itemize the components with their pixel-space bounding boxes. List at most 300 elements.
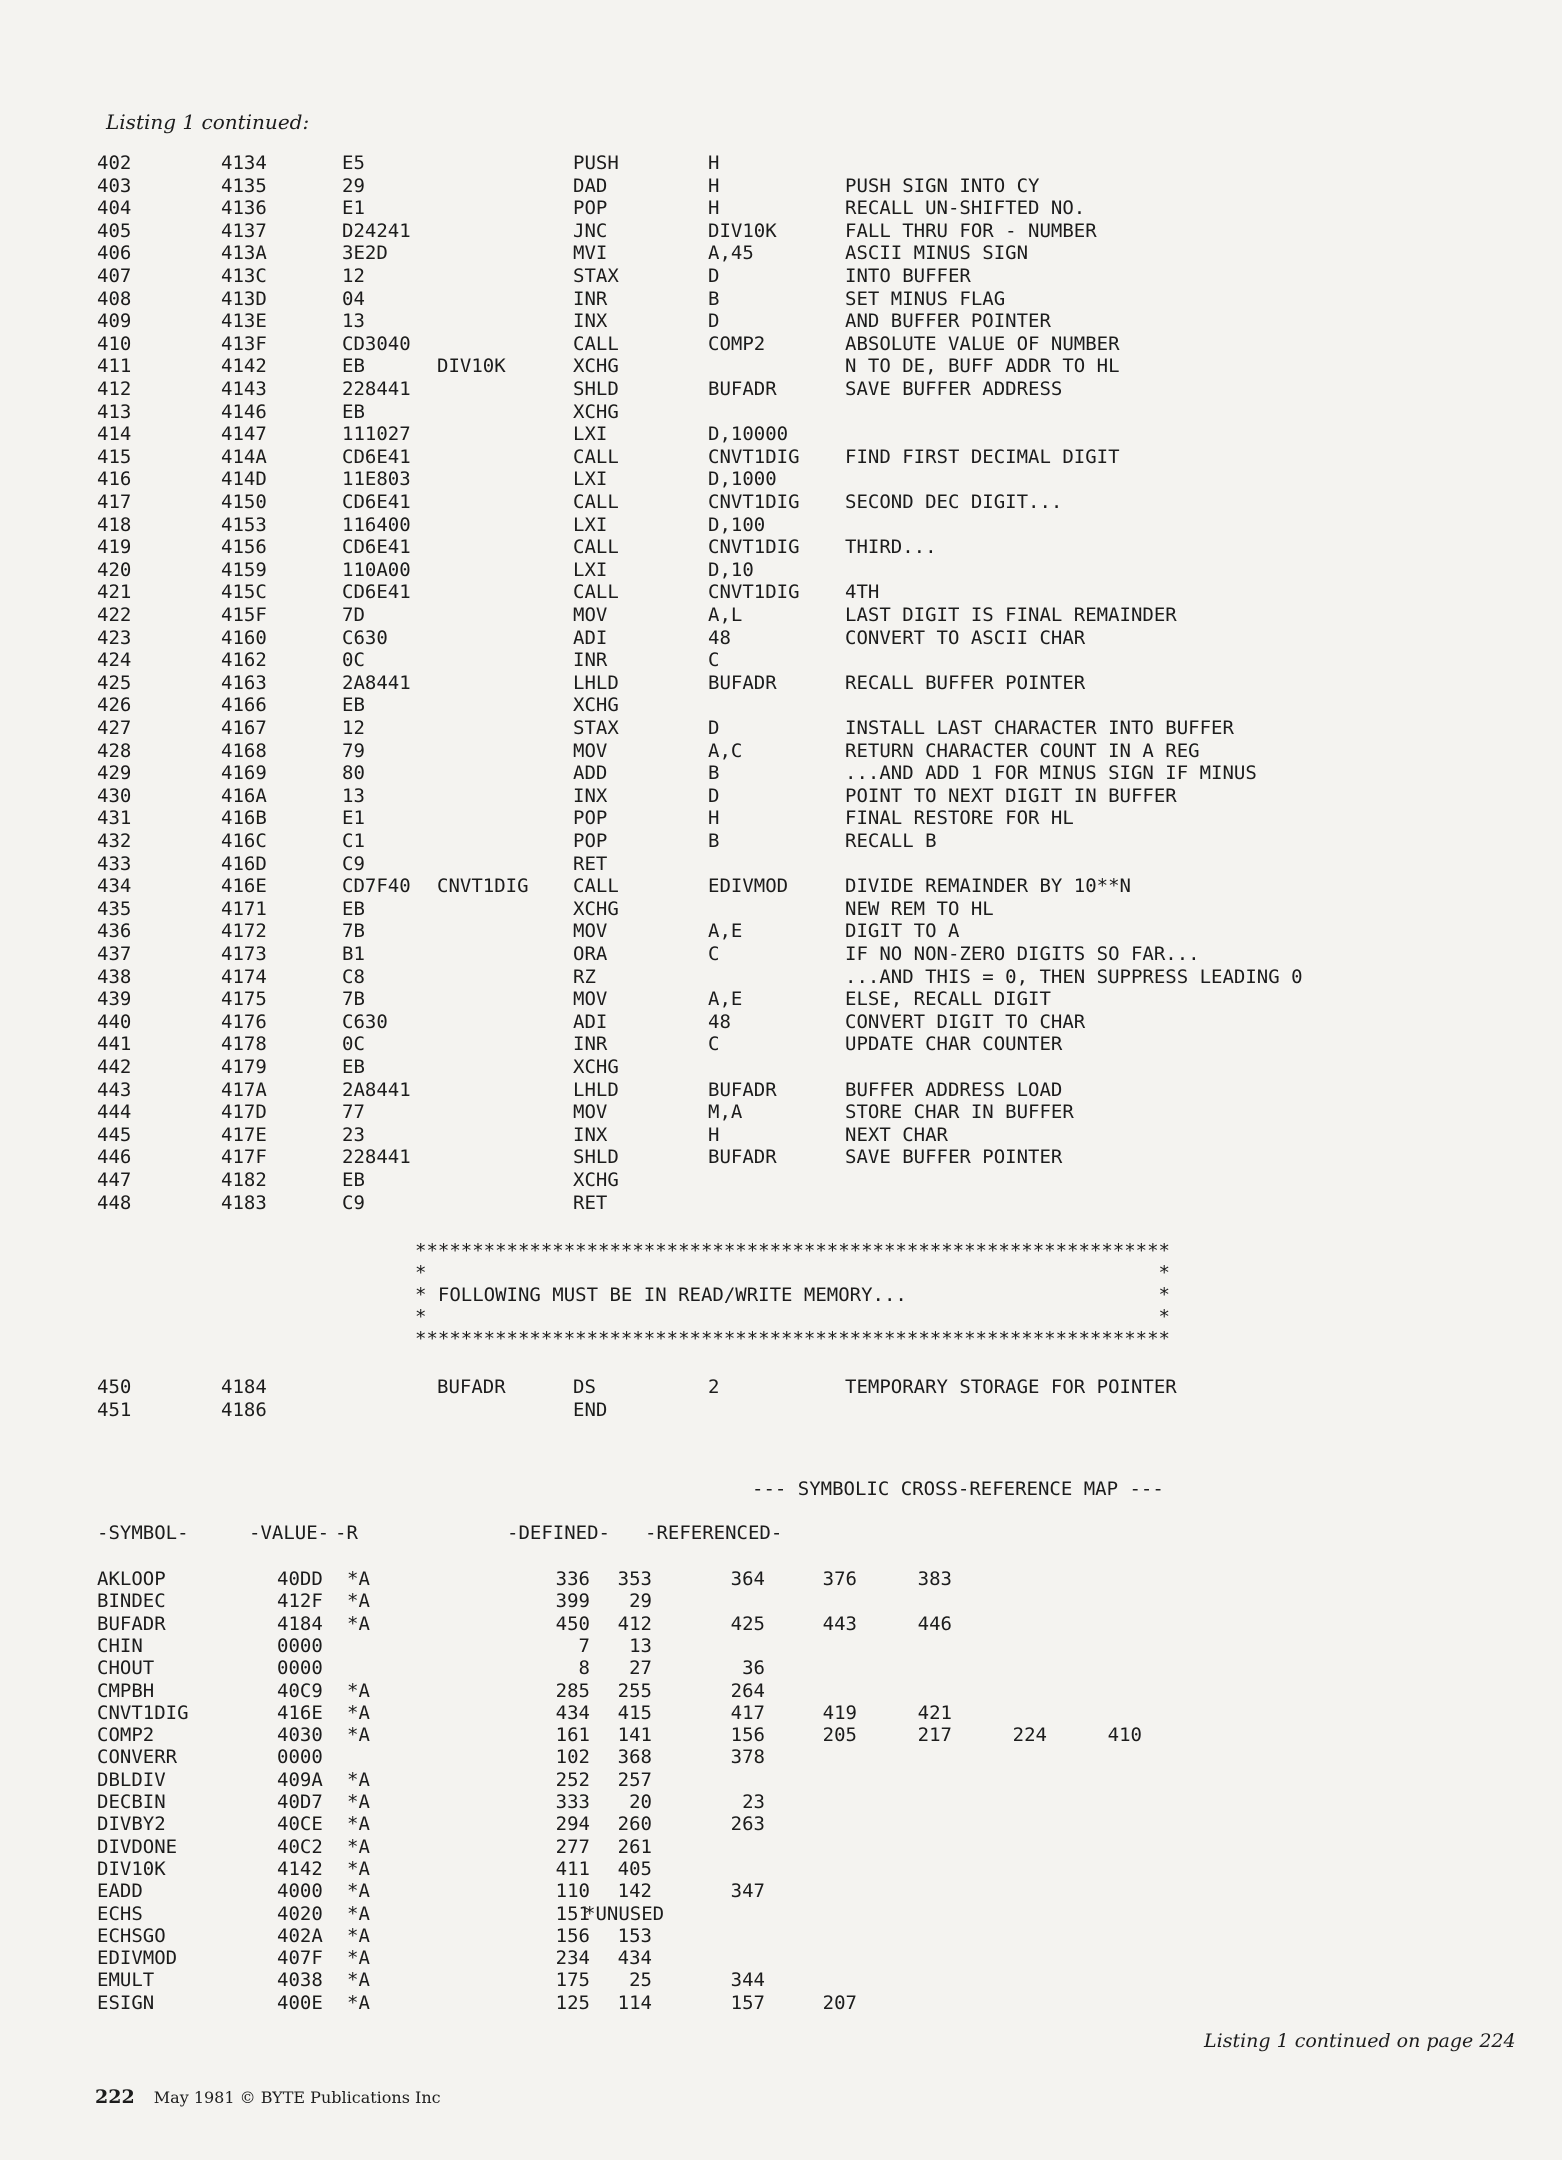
object-code: 228441 [342,378,411,400]
address: 414A [221,445,267,468]
address: 4137 [221,219,267,242]
address: 4147 [221,423,267,446]
operand: M,A [708,1101,743,1124]
line-number: 433 [97,852,132,875]
xref-reference: 141 [617,1724,652,1747]
opcode: ORA [573,943,608,965]
comment: PUSH SIGN INTO CY [845,174,1040,197]
xref-defined: 285 [555,1679,590,1702]
xref-reference: *UNUSED [584,1902,665,1925]
xref-value: 40DD [277,1568,323,1590]
opcode: JNC [573,219,608,242]
xref-relocation: *A [347,1612,370,1635]
object-code: EB [342,1169,365,1191]
xref-symbol: ECHSGO [97,1924,166,1947]
xref-reference: 257 [617,1768,652,1791]
opcode: XCHG [573,400,619,423]
comment: NEW REM TO HL [845,897,994,920]
line-number: 451 [97,1398,132,1421]
opcode: DAD [573,174,608,197]
xref-relocation: *A [347,1791,370,1813]
xref-symbol: CHOUT [97,1657,155,1680]
operand: A,E [708,988,743,1011]
operand: BUFADR [708,378,777,400]
comment: SAVE BUFFER ADDRESS [845,378,1063,400]
xref-reference: 207 [822,1991,857,2014]
object-code: 23 [342,1123,365,1146]
address: 4182 [221,1169,267,1191]
object-code: 7B [342,988,365,1011]
operand: C [708,649,720,672]
operand: CNVT1DIG [708,581,800,604]
address: 416B [221,807,267,830]
operand: BUFADR [708,1078,777,1101]
object-code: CD6E41 [342,581,411,604]
address: 4135 [221,174,267,197]
address: 4166 [221,694,267,717]
comment: ASCII MINUS SIGN [845,242,1029,265]
xref-symbol: ECHS [97,1902,143,1925]
xref-defined: 102 [555,1746,590,1769]
operand: D,10 [708,558,754,581]
address: 4186 [221,1398,267,1421]
comment: SET MINUS FLAG [845,287,1006,310]
object-code: 04 [342,287,365,310]
xref-relocation: *A [347,1880,370,1903]
line-number: 420 [97,558,132,581]
address: 4174 [221,965,267,988]
comment: FINAL RESTORE FOR HL [845,807,1074,830]
object-code: D24241 [342,219,411,242]
comment: DIGIT TO A [845,920,960,943]
banner-line: ****************************************************************** [415,1328,1170,1350]
line-number: 414 [97,423,132,446]
line-number: 411 [97,355,132,378]
address: 4136 [221,197,267,220]
xref-symbol: DIVDONE [97,1835,178,1858]
operand: H [708,152,720,174]
xref-value: 4038 [277,1969,323,1992]
xref-defined: 450 [555,1612,590,1635]
line-number: 438 [97,965,132,988]
operand: CNVT1DIG [708,491,800,513]
address: 4156 [221,536,267,559]
xref-value: 400E [277,1991,323,2014]
opcode: LXI [573,468,608,491]
opcode: XCHG [573,1169,619,1191]
line-number: 444 [97,1101,132,1124]
xref-reference: 421 [917,1701,952,1724]
xref-reference: 415 [617,1701,652,1724]
address: 416E [221,875,267,898]
xref-reference: 217 [917,1724,952,1747]
xref-value: 0000 [277,1746,323,1769]
xref-reference: 347 [730,1880,765,1903]
object-code: C9 [342,1191,365,1214]
xref-value: 407F [277,1947,323,1970]
object-code: CD6E41 [342,491,411,513]
xref-symbol: ESIGN [97,1991,155,2014]
address: 413D [221,287,267,310]
opcode: MOV [573,739,608,762]
object-code: 0C [342,649,365,672]
object-code: 12 [342,717,365,739]
page-footer [95,2086,441,2108]
object-code: C630 [342,1010,388,1033]
line-number: 430 [97,784,132,807]
xref-relocation: *A [347,1701,370,1724]
address: 417E [221,1123,267,1146]
xref-value: 402A [277,1924,323,1947]
address: 4173 [221,943,267,965]
opcode: XCHG [573,355,619,378]
line-number: 436 [97,920,132,943]
comment: STORE CHAR IN BUFFER [845,1101,1074,1124]
object-code: 77 [342,1101,365,1124]
address: 4171 [221,897,267,920]
opcode: RET [573,1191,608,1214]
xref-defined: 294 [555,1813,590,1836]
label: CNVT1DIG [437,875,529,898]
operand: H [708,1123,720,1146]
xref-value: 40C2 [277,1835,323,1858]
xref-defined: 411 [555,1857,590,1880]
xref-value: 40CE [277,1813,323,1836]
object-code: EB [342,1056,365,1078]
opcode: CALL [573,445,619,468]
line-number: 418 [97,513,132,536]
object-code: E1 [342,807,365,830]
comment: SECOND DEC DIGIT... [845,491,1063,513]
address: 416A [221,784,267,807]
opcode: XCHG [573,694,619,717]
xref-value: 416E [277,1701,323,1724]
comment: RETURN CHARACTER COUNT IN A REG [845,739,1200,762]
object-code: E1 [342,197,365,220]
xref-reference: 13 [629,1634,652,1657]
xref-reference: 410 [1107,1724,1142,1747]
object-code: EB [342,400,365,423]
object-code: 0C [342,1033,365,1056]
comment: DIVIDE REMAINDER BY 10**N [845,875,1131,898]
operand: D [708,265,720,287]
xref-header-r: -R [335,1522,358,1544]
line-number: 410 [97,332,132,355]
opcode: LXI [573,423,608,446]
opcode: INX [573,1123,608,1146]
xref-value: 4030 [277,1724,323,1747]
line-number: 425 [97,671,132,694]
object-code: C630 [342,626,388,649]
xref-symbol: DECBIN [97,1791,166,1813]
xref-reference: 263 [730,1813,765,1836]
operand: EDIVMOD [708,875,789,898]
operand: BUFADR [708,671,777,694]
operand: D,10000 [708,423,789,446]
line-number: 408 [97,287,132,310]
xref-value: 409A [277,1768,323,1791]
xref-value: 4020 [277,1902,323,1925]
xref-reference: 20 [629,1791,652,1813]
object-code: CD6E41 [342,536,411,559]
line-number: 440 [97,1010,132,1033]
opcode: MOV [573,604,608,626]
xref-defined: 434 [555,1701,590,1724]
object-code: 29 [342,174,365,197]
xref-relocation: *A [347,1679,370,1702]
xref-reference: 261 [617,1835,652,1858]
xref-reference: 364 [730,1568,765,1590]
xref-reference: 260 [617,1813,652,1836]
xref-reference: 27 [629,1657,652,1680]
address: 4176 [221,1010,267,1033]
address: 415C [221,581,267,604]
xref-symbol: AKLOOP [97,1568,166,1590]
xref-relocation: *A [347,1947,370,1970]
xref-reference: 36 [742,1657,765,1680]
address: 4150 [221,491,267,513]
address: 4169 [221,762,267,785]
xref-defined: 151 [555,1902,590,1925]
xref-reference: 153 [617,1924,652,1947]
opcode: PUSH [573,152,619,174]
comment: UPDATE CHAR COUNTER [845,1033,1063,1056]
line-number: 406 [97,242,132,265]
xref-defined: 175 [555,1969,590,1992]
object-code: 228441 [342,1146,411,1169]
xref-reference: 29 [629,1590,652,1613]
opcode: CALL [573,875,619,898]
address: 4143 [221,378,267,400]
line-number: 435 [97,897,132,920]
xref-relocation: *A [347,1835,370,1858]
banner-line: * FOLLOWING MUST BE IN READ/WRITE MEMORY... * [415,1284,1170,1306]
address: 417A [221,1078,267,1101]
comment: ELSE, RECALL DIGIT [845,988,1051,1011]
comment: NEXT CHAR [845,1123,948,1146]
address: 4184 [221,1376,267,1398]
xref-symbol: COMP2 [97,1724,155,1747]
xref-symbol: CHIN [97,1634,143,1657]
object-code: CD3040 [342,332,411,355]
comment: THIRD... [845,536,937,559]
address: 4134 [221,152,267,174]
object-code: 116400 [342,513,411,536]
opcode: LHLD [573,1078,619,1101]
xref-reference: 383 [917,1568,952,1590]
address: 416C [221,830,267,852]
comment: RECALL B [845,830,937,852]
opcode: SHLD [573,378,619,400]
operand: D [708,784,720,807]
line-number: 403 [97,174,132,197]
operand: 48 [708,1010,731,1033]
line-number: 439 [97,988,132,1011]
line-number: 424 [97,649,132,672]
object-code: 11E803 [342,468,411,491]
xref-reference: 405 [617,1857,652,1880]
xref-reference: 443 [822,1612,857,1635]
address: 413C [221,265,267,287]
xref-reference: 224 [1012,1724,1047,1747]
xref-value: 0000 [277,1657,323,1680]
comment: N TO DE, BUFF ADDR TO HL [845,355,1120,378]
xref-reference: 378 [730,1746,765,1769]
address: 413F [221,332,267,355]
object-code: EB [342,694,365,717]
line-number: 447 [97,1169,132,1191]
object-code: 2A8441 [342,671,411,694]
memory-banner [415,1240,1170,1350]
xref-value: 0000 [277,1634,323,1657]
comment: ...AND ADD 1 FOR MINUS SIGN IF MINUS [845,762,1257,785]
comment: RECALL UN-SHIFTED NO. [845,197,1086,220]
address: 4142 [221,355,267,378]
banner-line: * * [415,1306,1170,1328]
object-code: C8 [342,965,365,988]
object-code: 111027 [342,423,411,446]
line-number: 404 [97,197,132,220]
operand: 48 [708,626,731,649]
operand: D,100 [708,513,766,536]
object-code: 13 [342,310,365,333]
xref-reference: 417 [730,1701,765,1724]
line-number: 426 [97,694,132,717]
xref-symbol: DIVBY2 [97,1813,166,1836]
opcode: LXI [573,558,608,581]
comment: FIND FIRST DECIMAL DIGIT [845,445,1120,468]
object-code: 3E2D [342,242,388,265]
object-code: E5 [342,152,365,174]
line-number: 434 [97,875,132,898]
line-number: 432 [97,830,132,852]
opcode: POP [573,830,608,852]
line-number: 407 [97,265,132,287]
xref-title: --- SYMBOLIC CROSS-REFERENCE MAP --- [752,1478,1164,1500]
operand: H [708,174,720,197]
operand: D [708,310,720,333]
xref-reference: 114 [617,1991,652,2014]
xref-reference: 142 [617,1880,652,1903]
operand: B [708,830,720,852]
object-code: EB [342,897,365,920]
operand: A,L [708,604,743,626]
opcode: XCHG [573,897,619,920]
banner-line: * * [415,1262,1170,1284]
line-number: 427 [97,717,132,739]
xref-defined: 336 [555,1568,590,1590]
opcode: POP [573,807,608,830]
line-number: 437 [97,943,132,965]
address: 4179 [221,1056,267,1078]
xref-value: 40C9 [277,1679,323,1702]
line-number: 417 [97,491,132,513]
address: 4175 [221,988,267,1011]
address: 4163 [221,671,267,694]
operand: B [708,287,720,310]
xref-header-defined: -DEFINED- [507,1522,610,1544]
xref-header-referenced: -REFERENCED- [645,1522,783,1544]
xref-defined: 399 [555,1590,590,1613]
xref-reference: 23 [742,1791,765,1813]
xref-reference: 157 [730,1991,765,2014]
opcode: XCHG [573,1056,619,1078]
xref-symbol: BUFADR [97,1612,166,1635]
xref-header-symbol: -SYMBOL- [97,1522,189,1544]
xref-defined: 8 [578,1657,590,1680]
address: 4168 [221,739,267,762]
object-code: C1 [342,830,365,852]
xref-symbol: CMPBH [97,1679,155,1702]
xref-relocation: *A [347,1991,370,2014]
listing-title: Listing 1 continued: [106,110,310,134]
line-number: 431 [97,807,132,830]
opcode: INX [573,310,608,333]
comment: IF NO NON-ZERO DIGITS SO FAR... [845,943,1200,965]
opcode: CALL [573,536,619,559]
address: 4178 [221,1033,267,1056]
object-code: EB [342,355,365,378]
address: 4162 [221,649,267,672]
xref-reference: 434 [617,1947,652,1970]
operand: CNVT1DIG [708,536,800,559]
operand: 2 [708,1376,720,1398]
object-code: 13 [342,784,365,807]
address: 413E [221,310,267,333]
object-code: CD7F40 [342,875,411,898]
line-number: 405 [97,219,132,242]
xref-relocation: *A [347,1924,370,1947]
comment: TEMPORARY STORAGE FOR POINTER [845,1376,1177,1398]
xref-symbol: EADD [97,1880,143,1903]
operand: H [708,197,720,220]
line-number: 402 [97,152,132,174]
xref-symbol: EMULT [97,1969,155,1992]
opcode: ADI [573,626,608,649]
address: 413A [221,242,267,265]
comment: LAST DIGIT IS FINAL REMAINDER [845,604,1177,626]
xref-defined: 277 [555,1835,590,1858]
operand: B [708,762,720,785]
opcode: INR [573,287,608,310]
opcode: INR [573,1033,608,1056]
xref-relocation: *A [347,1568,370,1590]
operand: A,C [708,739,743,762]
xref-header-value: -VALUE- [249,1522,330,1544]
opcode: STAX [573,265,619,287]
comment: CONVERT DIGIT TO CHAR [845,1010,1086,1033]
operand: H [708,807,720,830]
line-number: 421 [97,581,132,604]
opcode: SHLD [573,1146,619,1169]
line-number: 419 [97,536,132,559]
opcode: CALL [573,491,619,513]
object-code: 12 [342,265,365,287]
label: DIV10K [437,355,506,378]
line-number: 445 [97,1123,132,1146]
opcode: STAX [573,717,619,739]
xref-relocation: *A [347,1768,370,1791]
xref-relocation: *A [347,1969,370,1992]
xref-reference: 446 [917,1612,952,1635]
xref-reference: 156 [730,1724,765,1747]
operand: BUFADR [708,1146,777,1169]
xref-relocation: *A [347,1590,370,1613]
comment: ...AND THIS = 0, THEN SUPPRESS LEADING 0 [845,965,1303,988]
xref-reference: 255 [617,1679,652,1702]
operand: C [708,1033,720,1056]
xref-symbol: CONVERR [97,1746,178,1769]
